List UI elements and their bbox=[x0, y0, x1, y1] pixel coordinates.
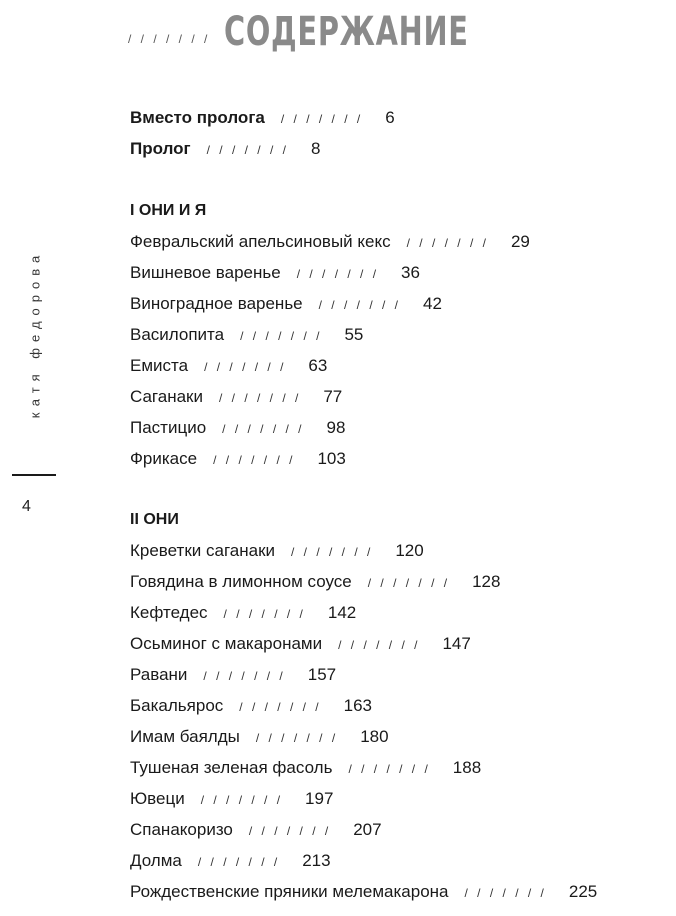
entry-title: Вишневое варенье bbox=[130, 263, 281, 282]
entry-title: Осьминог с макаронами bbox=[130, 634, 323, 653]
page-number: 4 bbox=[22, 498, 31, 515]
entry-leader: / / / / / / / bbox=[406, 236, 489, 250]
toc-entry bbox=[130, 634, 471, 655]
entry-page-number: 36 bbox=[401, 263, 420, 282]
entry-leader: / / / / / / / bbox=[240, 329, 323, 343]
entry-leader: / / / / / / / bbox=[318, 298, 401, 312]
toc-entry bbox=[130, 758, 481, 779]
entry-title: Кефтедес bbox=[130, 603, 208, 622]
toc-entry bbox=[130, 418, 345, 439]
toc-entry bbox=[130, 789, 333, 810]
entry-leader: / / / / / / / bbox=[348, 762, 431, 776]
entry-page-number: 147 bbox=[442, 634, 471, 653]
entry-leader: / / / / / / / bbox=[223, 607, 306, 621]
entry-leader: / / / / / / / bbox=[464, 886, 547, 900]
toc-entry bbox=[130, 387, 342, 408]
entry-title: Рождественские пряники мелемакарона bbox=[130, 882, 449, 901]
entry-title: Имам баялды bbox=[130, 727, 240, 746]
entry-page-number: 180 bbox=[360, 727, 389, 746]
entry-leader: / / / / / / / bbox=[206, 143, 289, 157]
entry-leader: / / / / / / / bbox=[338, 638, 421, 652]
toc-entry bbox=[130, 294, 442, 315]
entry-title: Емиста bbox=[130, 356, 189, 375]
entry-leader: / / / / / / / bbox=[280, 112, 364, 126]
entry-title: Саганаки bbox=[130, 387, 203, 406]
entry-page-number: 77 bbox=[323, 387, 343, 406]
toc-entry bbox=[130, 139, 320, 160]
entry-leader: / / / / / / / bbox=[291, 545, 374, 559]
toc-entry bbox=[130, 603, 356, 624]
entry-page-number: 8 bbox=[310, 139, 321, 158]
entry-page-number: 157 bbox=[307, 665, 337, 684]
entry-title: Василопита bbox=[130, 325, 225, 344]
entry-page-number: 163 bbox=[343, 696, 372, 715]
toc-entry bbox=[130, 232, 530, 253]
entry-page-number: 6 bbox=[385, 108, 395, 127]
entry-title: Ювеци bbox=[130, 789, 185, 808]
entry-title: Пастицио bbox=[130, 418, 207, 437]
entry-page-number: 225 bbox=[568, 882, 598, 901]
entry-leader: / / / / / / / bbox=[204, 360, 287, 374]
entry-page-number: 29 bbox=[510, 232, 530, 251]
entry-leader: / / / / / / / bbox=[255, 731, 339, 745]
entry-leader: / / / / / / / bbox=[218, 391, 302, 405]
entry-title: Спанакоризо bbox=[130, 820, 233, 839]
section-heading: I ОНИ И Я bbox=[130, 202, 207, 219]
entry-page-number: 63 bbox=[308, 356, 328, 375]
author-name: катя федорова bbox=[27, 249, 43, 419]
entry-page-number: 213 bbox=[302, 851, 331, 870]
entry-page-number: 120 bbox=[395, 541, 424, 560]
entry-title: Бакальярос bbox=[130, 696, 224, 715]
entry-title: Тушеная зеленая фасоль bbox=[130, 758, 333, 777]
entry-page-number: 42 bbox=[422, 294, 442, 313]
entry-page-number: 188 bbox=[452, 758, 482, 777]
entry-title: Говядина в лимонном соусе bbox=[130, 572, 352, 591]
toc-entry bbox=[130, 572, 500, 593]
header-decoration: / / / / / / / bbox=[128, 32, 211, 46]
entry-leader: / / / / / / / bbox=[248, 824, 332, 838]
entry-leader: / / / / / / / bbox=[197, 855, 281, 869]
entry-page-number: 55 bbox=[344, 325, 364, 344]
entry-title: Февральский апельсиновый кекс bbox=[130, 232, 391, 251]
entry-leader: / / / / / / / bbox=[296, 267, 380, 281]
entry-title: Равани bbox=[130, 665, 188, 684]
entry-leader: / / / / / / / bbox=[222, 422, 305, 436]
toc-entry bbox=[130, 449, 346, 470]
entry-leader: / / / / / / / bbox=[239, 700, 322, 714]
entry-leader: / / / / / / / bbox=[367, 576, 451, 590]
toc-entry bbox=[130, 263, 420, 284]
entry-page-number: 142 bbox=[327, 603, 357, 622]
entry-title: Виноградное варенье bbox=[130, 294, 303, 313]
toc-entry bbox=[130, 696, 372, 717]
entry-title: Вместо пролога bbox=[130, 108, 265, 127]
toc-entry bbox=[130, 108, 395, 129]
entry-page-number: 103 bbox=[317, 449, 346, 468]
entry-leader: / / / / / / / bbox=[203, 669, 286, 683]
section-heading: II ОНИ bbox=[130, 511, 179, 528]
toc-entry bbox=[130, 665, 336, 686]
toc-entry bbox=[130, 882, 597, 903]
entry-page-number: 128 bbox=[472, 572, 501, 591]
entry-page-number: 197 bbox=[305, 789, 334, 808]
entry-title: Долма bbox=[130, 851, 182, 870]
toc-entry bbox=[130, 851, 331, 872]
entry-title: Фрикасе bbox=[130, 449, 198, 468]
entry-title: Креветки саганаки bbox=[130, 541, 275, 560]
entry-leader: / / / / / / / bbox=[200, 793, 284, 807]
entry-leader: / / / / / / / bbox=[213, 453, 296, 467]
toc-entry bbox=[130, 325, 363, 346]
entry-page-number: 98 bbox=[326, 418, 346, 437]
toc-entry bbox=[130, 820, 382, 841]
entry-title: Пролог bbox=[130, 139, 191, 158]
toc-entry bbox=[130, 356, 327, 377]
entry-page-number: 207 bbox=[353, 820, 382, 839]
page-title: СОДЕРЖАНИЕ bbox=[224, 9, 470, 55]
toc-entry bbox=[130, 727, 389, 748]
toc-entry bbox=[130, 541, 424, 562]
